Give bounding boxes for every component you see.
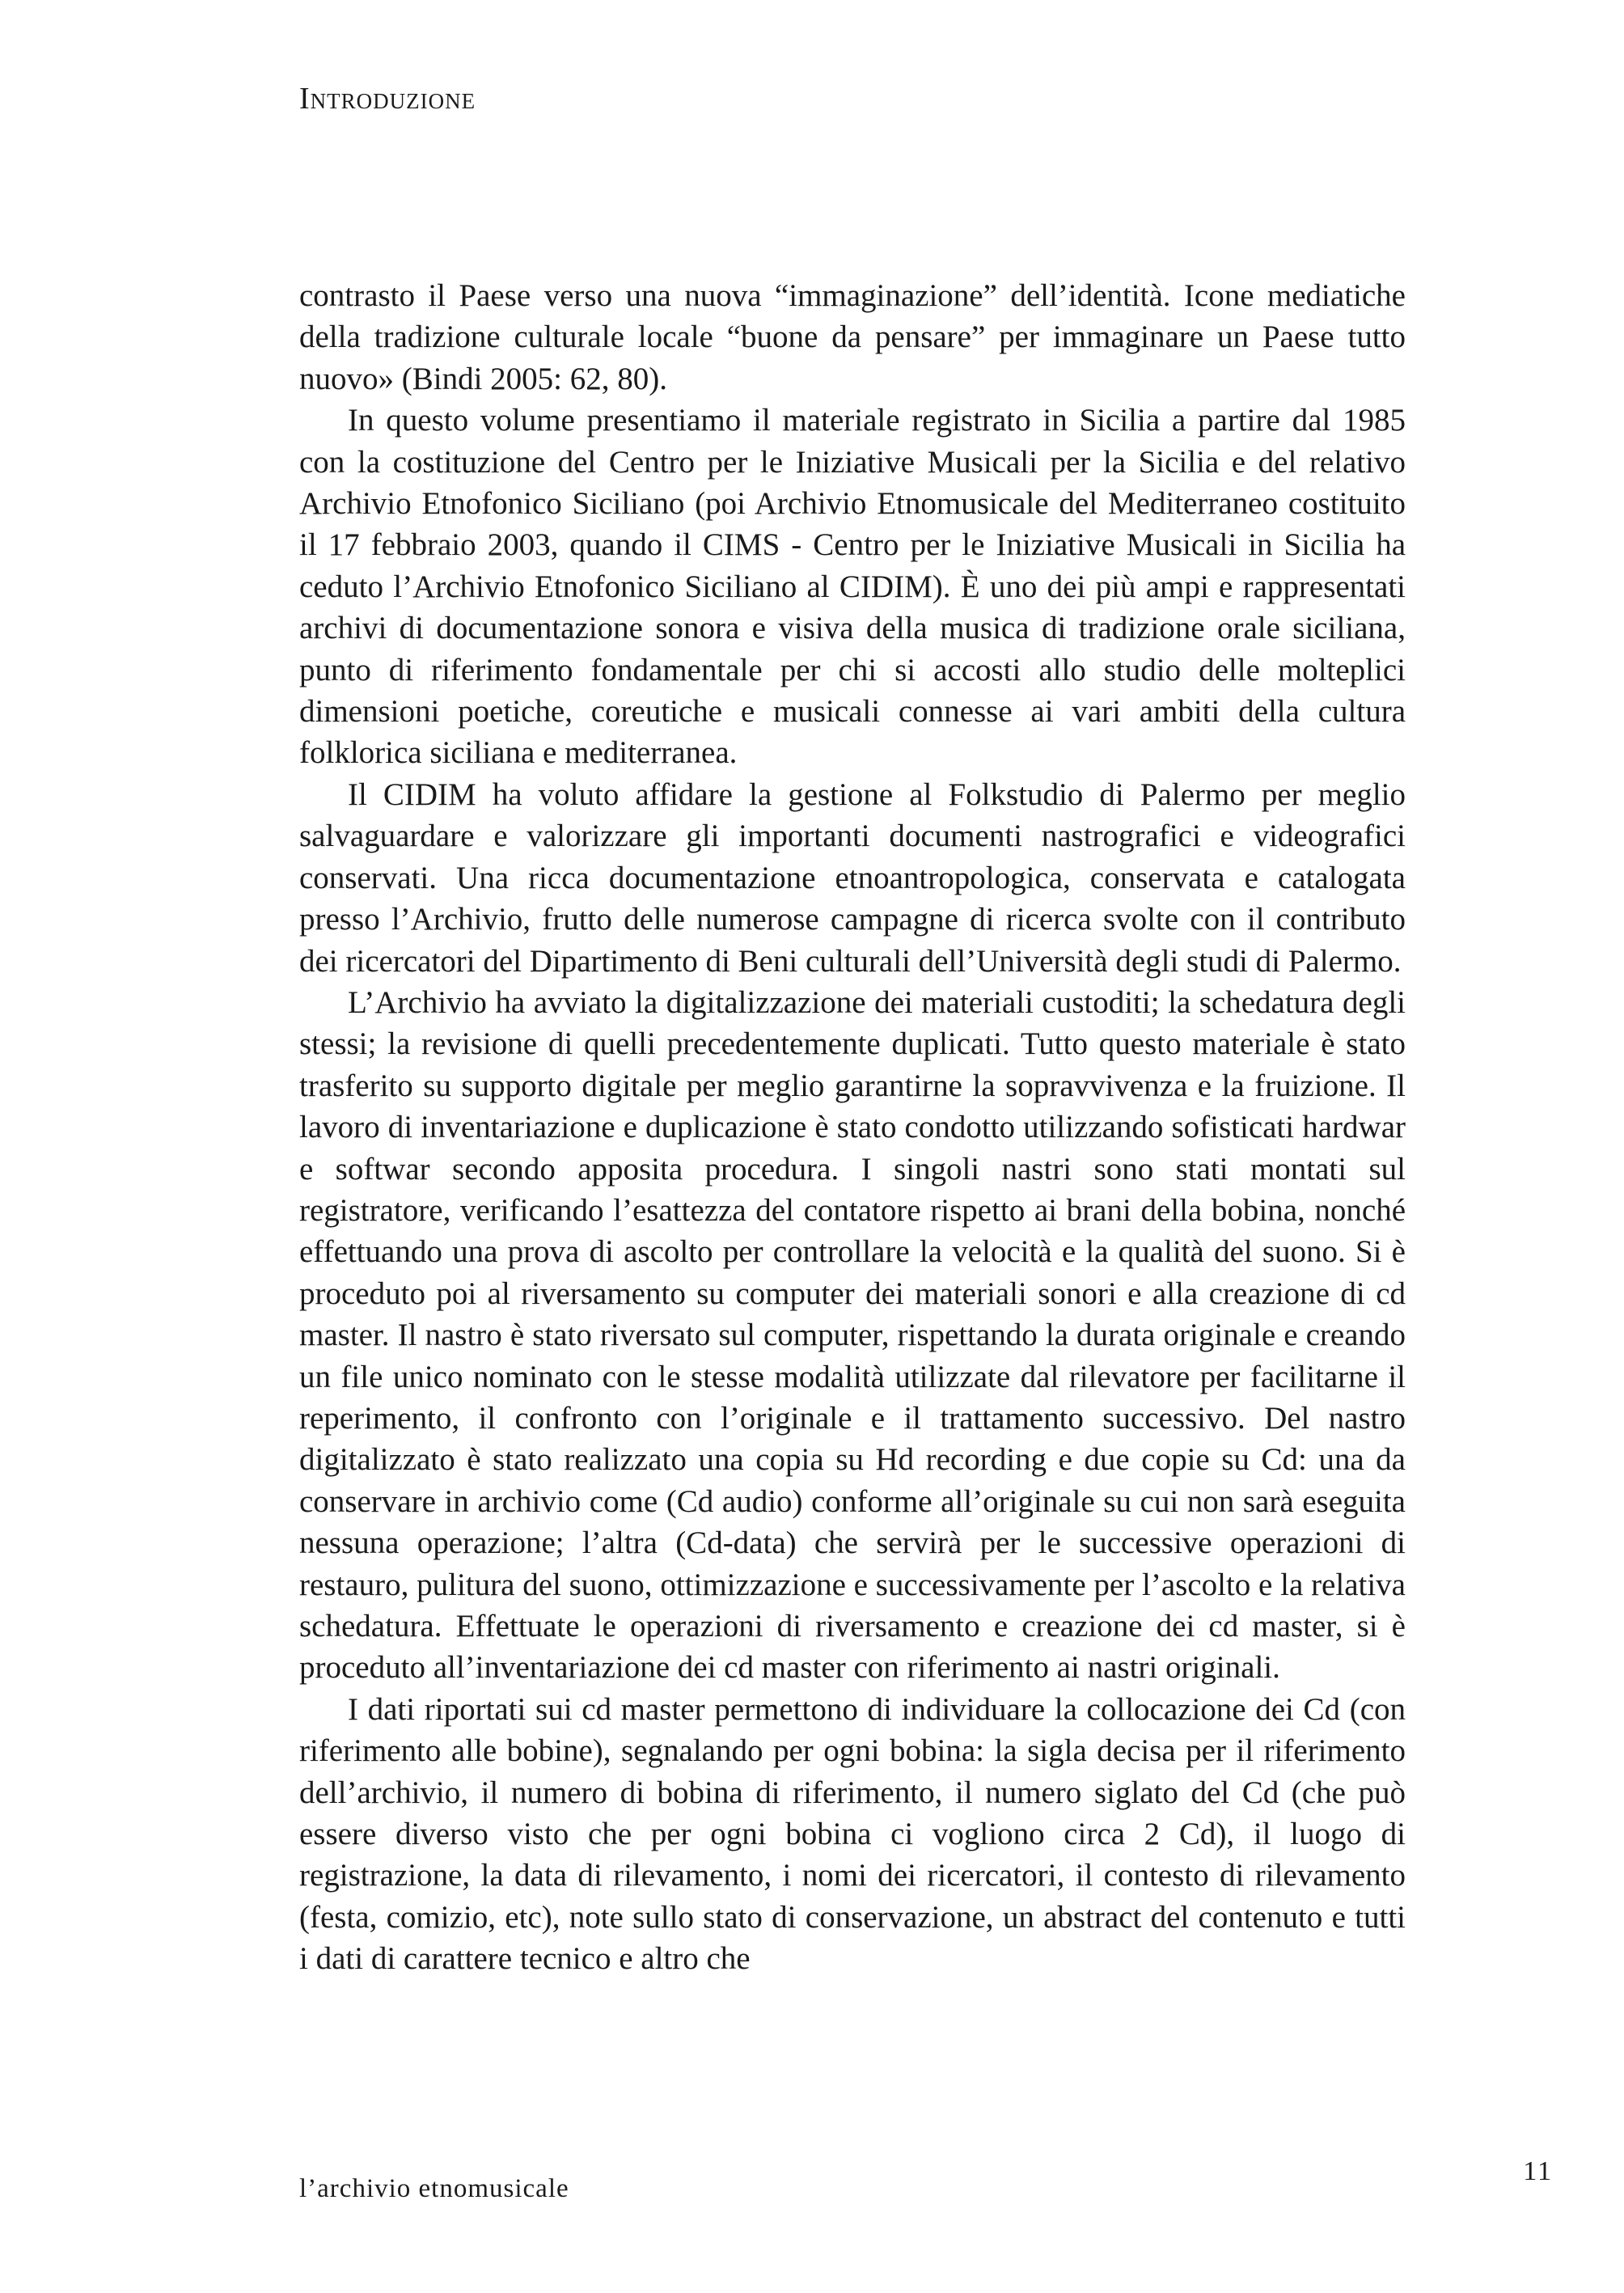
paragraph: In questo volume presentiamo il materiale registrato in Sicilia a partire dal 1985 con la costituzione del Centro per le Iniziative Musicali per la Sicilia e del relativo Archivio Etnofonico Siciliano (poi Archivio Etnomusicale del Mediterraneo costituito il 17 febbraio 2003, quando il CIMS - Centro per le Iniziative Musicali in Sicilia ha ceduto l’Archivio Etnofonico Siciliano al CIDIM). È uno dei più ampi e rappresentati archivi di documentazione sonora e visiva della musica di tradizione orale siciliana, punto di riferimento fondamentale per chi si accosti allo studio delle molteplici dimensioni poetiche, coreutiche e musicali connesse ai vari ambiti della cultura folklorica siciliana e mediterranea. (299, 403, 1406, 771)
paragraph-continuation: contrasto il Paese verso una nuova “immaginazione” dell’identità. Icone mediatiche della tradizione culturale locale “buone da pensare” per immaginare un Paese tutto nuovo» (Bindi 2005: 62, 80). (299, 278, 1406, 396)
body-text (299, 275, 1406, 1980)
running-header-title: Introduzione (299, 82, 476, 116)
paragraph: L’Archivio ha avviato la digitalizzazione dei materiali custoditi; la schedatura degli stessi; la revisione di quelli precedentemente duplicati. Tutto questo materiale è stato trasferito su supporto digitale per meglio garantirne la sopravvivenza e la fruizione. Il lavoro di inventariazione e duplicazione è stato condotto utilizzando sofisticati hardwar e softwar secondo apposita procedura. I singoli nastri sono stati montati sul registratore, verificando l’esattezza del contatore rispetto ai brani della bobina, nonché effettuando una prova di ascolto per controllare la velocità e la qualità del suono. Si è proceduto poi al riversamento su computer dei materiali sonori e alla creazione di cd master. Il nastro è stato riversato sul computer, rispettando la durata originale e creando un file unico nominato con le stesse modalità utilizzate dal rilevatore per facilitarne il reperimento, il confronto con l’originale e il trattamento successivo. Del nastro digitalizzato è stato realizzato una copia su Hd recording e due copie su Cd: una da conservare in archivio come (Cd audio) conforme all’originale su cui non sarà eseguita nessuna operazione; l’altra (Cd-data) che servirà per le successive operazioni di restauro, pulitura del suono, ottimizzazione e successivamente per l’ascolto e la relativa schedatura. Effettuate le operazioni di riversamento e creazione dei cd master, si è proceduto all’inventariazione dei cd master con riferimento ai nastri originali. (299, 984, 1406, 1686)
page-number: 11 (1523, 2156, 1553, 2186)
paragraph: Il CIDIM ha voluto affidare la gestione al Folkstudio di Palermo per meglio salvaguardare e valorizzare gli importanti documenti nastrografici e videografici conservati. Una ricca documentazione etnoantropologica, conservata e catalogata presso l’Archivio, frutto delle numerose campagne di ricerca svolte con il contributo dei ricercatori del Dipartimento di Beni culturali dell’Università degli studi di Palermo. (299, 776, 1406, 979)
paragraph: I dati riportati sui cd master permettono di individuare la collocazione dei Cd (con riferimento alle bobine), segnalando per ogni bobina: la sigla decisa per il riferimento dell’archivio, il numero di bobina di riferimento, il numero siglato del Cd (che può essere diverso visto che per ogni bobina ci vogliono circa 2 Cd), il luogo di registrazione, la data di rilevamento, i nomi dei ricercatori, il contesto di rilevamento (festa, comizio, etc), note sullo stato di conservazione, un abstract del contenuto e tutti i dati di carattere tecnico e altro che (299, 1691, 1406, 1977)
running-footer-title: l’archivio etnomusicale (299, 2174, 569, 2203)
